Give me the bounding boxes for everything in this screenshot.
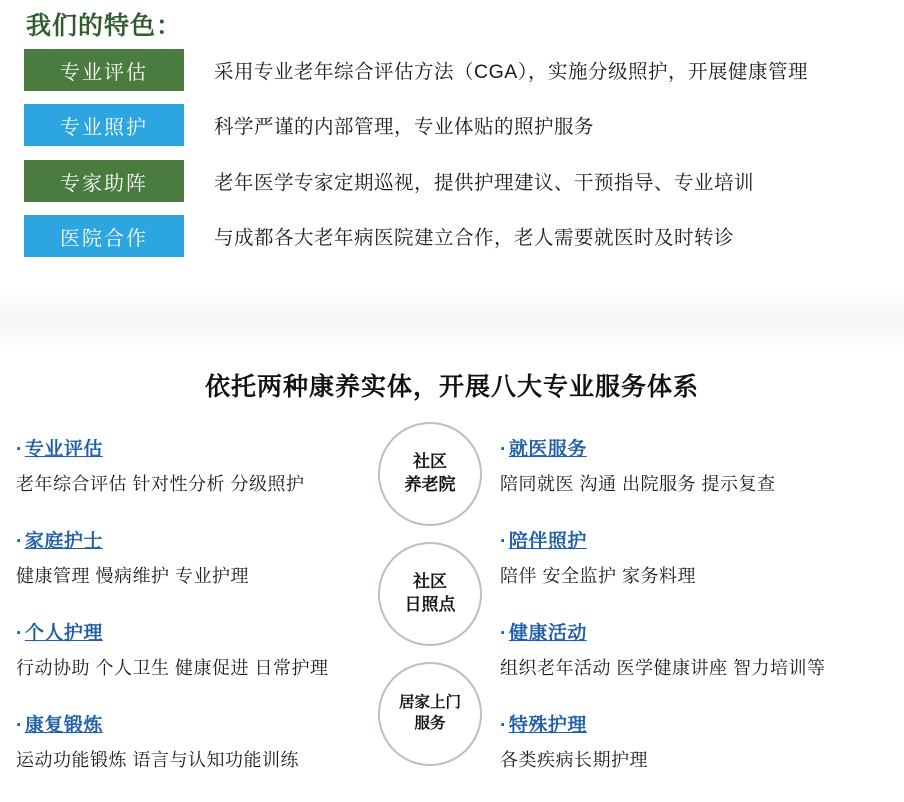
feature-tag: 医院合作	[24, 215, 184, 257]
feature-tag: 专业照护	[24, 104, 184, 146]
bullet-icon: ·	[500, 439, 507, 460]
entity-circles	[378, 422, 486, 772]
service-item	[500, 710, 845, 772]
service-item	[500, 526, 845, 588]
service-heading-label: 陪伴照护	[508, 531, 587, 552]
bullet-icon: ·	[500, 531, 507, 552]
service-body: 陪伴 安全监护 家务料理	[500, 566, 697, 586]
feature-tag: 专家助阵	[24, 160, 184, 202]
service-body: 各类疾病长期护理	[500, 750, 648, 770]
bullet-icon: ·	[16, 531, 23, 552]
service-heading-label: 康复锻炼	[24, 715, 103, 736]
service-heading-label: 个人护理	[24, 623, 103, 644]
service-body: 老年综合评估 针对性分析 分级照护	[16, 474, 305, 494]
bullet-icon: ·	[500, 623, 507, 644]
entity-circle-line1: 社区	[413, 452, 447, 472]
entity-circle-line2: 日照点	[404, 595, 456, 614]
service-body: 运动功能锻炼 语言与认知功能训练	[16, 750, 299, 770]
service-heading	[500, 434, 845, 461]
services-left-column	[16, 434, 361, 802]
feature-row	[24, 159, 884, 203]
service-heading	[16, 618, 361, 645]
service-heading-label: 健康活动	[508, 623, 587, 644]
bullet-icon: ·	[16, 623, 23, 644]
feature-row	[24, 103, 884, 147]
service-heading-label: 专业评估	[24, 439, 103, 460]
service-heading	[16, 434, 361, 461]
entity-circle-line1: 居家上门	[398, 694, 461, 712]
feature-description: 采用专业老年综合评估方法（CGA），实施分级照护，开展健康管理	[214, 61, 809, 83]
service-body: 组织老年活动 医学健康讲座 智力培训等	[500, 658, 826, 678]
service-heading-label: 特殊护理	[508, 715, 587, 736]
feature-description: 老年医学专家定期巡视，提供护理建议、干预指导、专业培训	[214, 172, 755, 194]
bullet-icon: ·	[16, 439, 23, 460]
service-body: 陪同就医 沟通 出院服务 提示复查	[500, 474, 776, 494]
services-right-column	[500, 434, 845, 802]
bullet-icon: ·	[500, 715, 507, 736]
service-heading	[500, 618, 845, 645]
section-divider	[0, 290, 904, 350]
entity-circle-line2: 养老院	[404, 475, 456, 494]
service-item	[500, 434, 845, 496]
features-section	[0, 0, 904, 300]
services-section	[0, 352, 904, 782]
bullet-icon: ·	[16, 715, 23, 736]
feature-description: 科学严谨的内部管理，专业体贴的照护服务	[214, 116, 595, 138]
service-item	[16, 526, 361, 588]
service-item	[500, 618, 845, 680]
feature-row	[24, 214, 884, 258]
feature-tag: 专业评估	[24, 49, 184, 91]
service-heading	[500, 526, 845, 553]
service-body: 行动协助 个人卫生 健康促进 日常护理	[16, 658, 329, 678]
service-item	[16, 434, 361, 496]
service-heading-label: 就医服务	[508, 439, 587, 460]
features-title: 我们的特色：	[26, 12, 183, 40]
entity-circle-line1: 社区	[413, 572, 447, 592]
service-heading-label: 家庭护士	[24, 531, 103, 552]
service-item	[16, 710, 361, 772]
service-body: 健康管理 慢病维护 专业护理	[16, 566, 250, 586]
entity-circle	[378, 662, 482, 766]
service-heading	[16, 710, 361, 737]
service-item	[16, 618, 361, 680]
service-heading	[500, 710, 845, 737]
entity-circle-line2: 服务	[414, 715, 446, 732]
services-title: 依托两种康养实体，开展八大专业服务体系	[204, 373, 699, 401]
service-heading	[16, 526, 361, 553]
feature-row	[24, 48, 884, 92]
entity-circle	[378, 422, 482, 526]
feature-description: 与成都各大老年病医院建立合作，老人需要就医时及时转诊	[214, 227, 735, 249]
entity-circle	[378, 542, 482, 646]
